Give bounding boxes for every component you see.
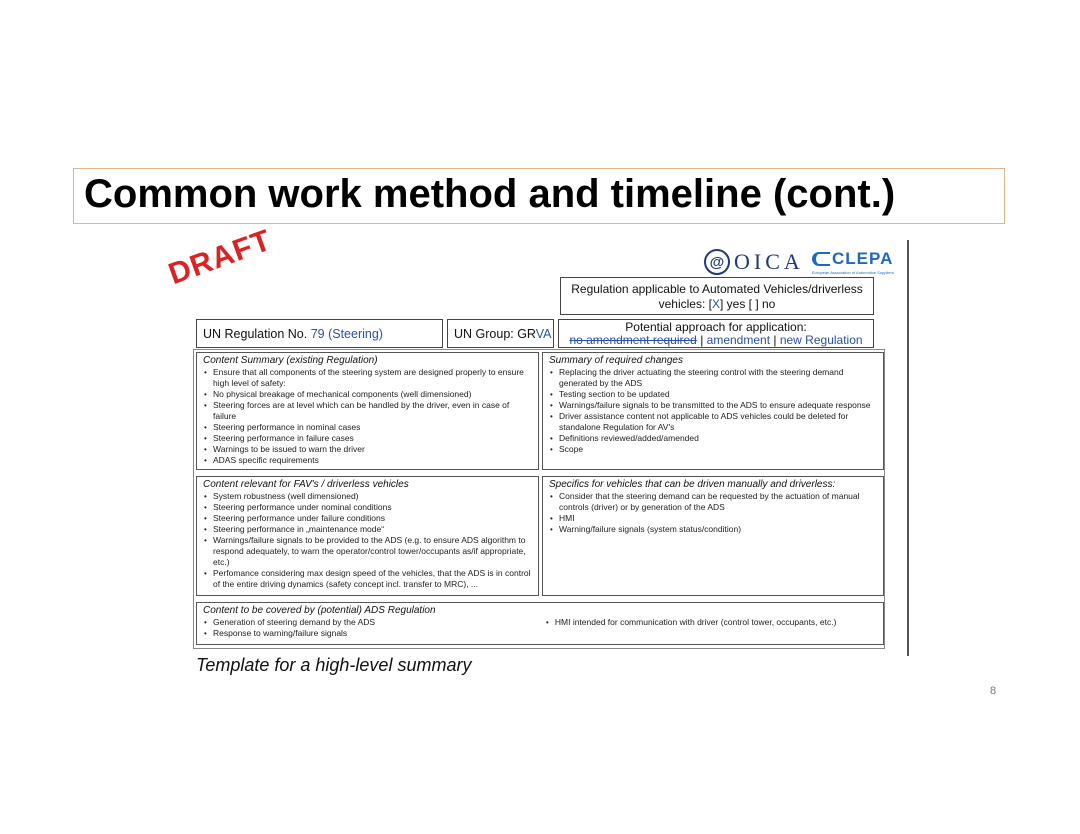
list-item: • Generation of steering demand by the ADS (213, 617, 545, 628)
list-item: • Scope (559, 444, 877, 455)
list-item: • Response to warning/failure signals (213, 628, 545, 639)
list-item: • ADAS specific requirements (213, 455, 532, 466)
panel-content-covered (196, 602, 884, 645)
panel-heading: Content to be covered by (potential) ADS Regulation (203, 605, 436, 616)
panel-heading: Content Summary (existing Regulation) (203, 355, 378, 366)
oica-logo-text: OICA (734, 249, 804, 274)
clepa-mark-icon (812, 252, 830, 266)
approach-option-amendment: amendment (706, 333, 771, 347)
oica-at-icon: @ (704, 249, 730, 275)
slide-title: Common work method and timeline (cont.) (84, 172, 896, 216)
panel-summary-changes (542, 352, 884, 470)
panel-content-relevant (196, 476, 539, 596)
un-group-label: UN Group: GR (454, 327, 536, 341)
un-group-box (447, 319, 554, 348)
panel-heading: Summary of required changes (549, 355, 683, 366)
list-item: • Warnings/failure signals to be transmitted to the ADS to ensure adequate response (559, 400, 877, 411)
oica-logo (704, 247, 804, 277)
list-item: • Replacing the driver actuating the steering control with the steering demand generated by the ADS (559, 367, 877, 389)
clepa-subtitle: European Association of Automotive Suppliers (812, 270, 894, 275)
approach-option-new-regulation: new Regulation (779, 333, 863, 347)
bullet-list (549, 491, 877, 535)
un-regulation-box (196, 319, 443, 348)
clepa-logo (812, 249, 894, 275)
list-item: • Steering forces are at level which can be handled by the driver, even in case of failure (213, 400, 532, 422)
list-item: • No physical breakage of mechanical components (well dimensioned) (213, 389, 532, 400)
list-item: • Steering performance under nominal conditions (213, 502, 532, 513)
caption: Template for a high-level summary (196, 655, 472, 675)
page-number: 8 (990, 685, 997, 697)
list-item: • Testing section to be updated (559, 389, 877, 400)
list-item: • Steering performance in nominal cases (213, 422, 532, 433)
list-item: • Warnings/failure signals to be provided to the ADS (e.g. to ensure ADS algorithm to respond adequately, to warn the operator/control tower/occupants as/if appropriate, etc.) (213, 535, 532, 568)
panel-content-summary (196, 352, 539, 470)
panel-heading: Content relevant for FAV's / driverless vehicles (203, 479, 409, 490)
draft-stamp: DRAFT (164, 223, 276, 292)
list-item: • System robustness (well dimensioned) (213, 491, 532, 502)
list-item: • Consider that the steering demand can be requested by the actuation of manual controls (driver) or by generation of the ADS (559, 491, 877, 513)
bullet-list (549, 367, 877, 455)
yes-mark: X (711, 297, 720, 311)
list-item: • Steering performance under failure conditions (213, 513, 532, 524)
list-item: • Ensure that all components of the steering system are designed properly to ensure high level of safety: (213, 367, 532, 389)
bullet-list-right (545, 617, 877, 639)
panel-heading: Specifics for vehicles that can be driven manually and driverless: (549, 479, 836, 490)
bullet-list-left (203, 617, 545, 639)
list-item: • Definitions reviewed/added/amended (559, 433, 877, 444)
divider-line (907, 240, 909, 656)
un-regulation-value: 79 (Steering) (310, 327, 383, 341)
approach-label: Potential approach for application: (625, 320, 807, 334)
un-group-value: VA (535, 327, 552, 341)
regulation-applicable-box (560, 277, 874, 315)
list-item: • Driver assistance content not applicable to ADS vehicles could be deleted for standalone Regulation for AV's (559, 411, 877, 433)
bullet-list (203, 491, 532, 590)
list-item: • Warning/failure signals (system status/condition) (559, 524, 877, 535)
list-item: • HMI (559, 513, 877, 524)
list-item: • Perfomance considering max design speed of the vehicles, that the ADS is in control of the entire driving dynamics (safety concept incl. transfer to MRC), ... (213, 568, 532, 590)
regulation-applicable-line1: Regulation applicable to Automated Vehicles/driverless (571, 282, 863, 296)
approach-option-no-amendment: no amendment required (569, 333, 697, 347)
approach-options: no amendment required | amendment | new Regulation (569, 333, 863, 347)
approach-box (558, 319, 874, 348)
list-item: • Steering performance in „maintenance mode“ (213, 524, 532, 535)
un-regulation-label: UN Regulation No. (203, 327, 311, 341)
list-item: • HMI intended for communication with driver (control tower, occupants, etc.) (555, 617, 877, 628)
regulation-applicable-line2: vehicles: [X] yes [ ] no (658, 297, 776, 311)
panel-specifics (542, 476, 884, 596)
clepa-logo-text: CLEPA (832, 249, 894, 268)
list-item: • Steering performance in failure cases (213, 433, 532, 444)
bullet-list (203, 367, 532, 466)
list-item: • Warnings to be issued to warn the driver (213, 444, 532, 455)
